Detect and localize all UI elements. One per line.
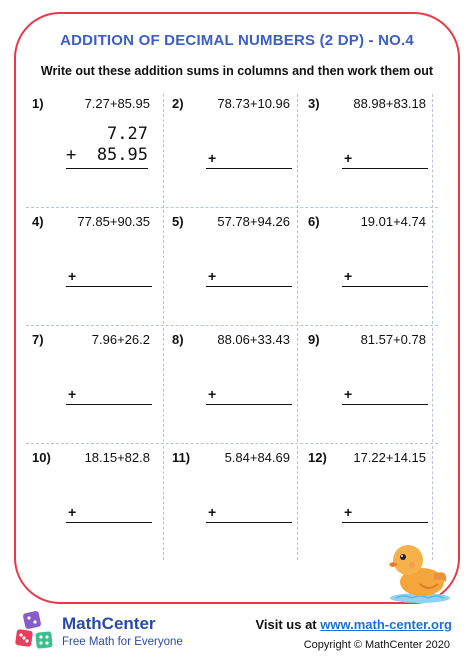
answer-line	[206, 286, 292, 287]
column-separator	[297, 210, 298, 324]
plus-sign: +	[208, 386, 217, 402]
problem-cell	[302, 206, 430, 323]
plus-sign: +	[344, 268, 353, 284]
answer-line	[342, 286, 428, 287]
answer-line	[206, 404, 292, 405]
problem-expression: 19.01+4.74	[360, 214, 426, 229]
problem-expression: 7.96+26.2	[91, 332, 150, 347]
plus-sign: +	[344, 150, 353, 166]
answer-line	[66, 168, 148, 169]
problem-cell	[26, 442, 154, 559]
problem-number: 1)	[32, 96, 44, 111]
column-separator	[432, 210, 433, 324]
dice-logo-icon	[14, 610, 58, 656]
problem-expression: 18.15+82.8	[84, 450, 150, 465]
plus-sign: +	[344, 386, 353, 402]
column-separator	[297, 328, 298, 442]
problem-number: 3)	[308, 96, 320, 111]
column-separator	[297, 446, 298, 560]
problem-expression: 5.84+84.69	[224, 450, 290, 465]
problem-expression: 17.22+14.15	[353, 450, 426, 465]
problem-grid	[26, 88, 440, 560]
column-separator	[163, 94, 164, 208]
column-separator	[163, 446, 164, 560]
visit-line	[255, 617, 452, 632]
problem-number: 2)	[172, 96, 184, 111]
answer-line	[66, 286, 152, 287]
problem-number: 10)	[32, 450, 51, 465]
column-separator	[432, 328, 433, 442]
problem-expression: 7.27+85.95	[84, 96, 150, 111]
plus-sign: +	[68, 268, 77, 284]
problem-cell	[302, 88, 430, 205]
visit-label: Visit us at	[255, 617, 317, 632]
answer-line	[342, 168, 428, 169]
problem-expression: 88.98+83.18	[353, 96, 426, 111]
answer-line	[342, 404, 428, 405]
problem-cell	[26, 324, 154, 441]
problem-expression: 77.85+90.35	[77, 214, 150, 229]
answer-line	[342, 522, 428, 523]
plus-sign: +	[208, 504, 217, 520]
problem-cell	[166, 88, 294, 205]
answer-line	[206, 168, 292, 169]
copyright-text: Copyright © MathCenter 2020	[303, 639, 450, 651]
problem-number: 9)	[308, 332, 320, 347]
column-separator	[163, 210, 164, 324]
column-separator	[432, 94, 433, 208]
problem-expression: 57.78+94.26	[217, 214, 290, 229]
problem-number: 4)	[32, 214, 44, 229]
website-link[interactable]: www.math-center.org	[320, 617, 452, 632]
problem-number: 5)	[172, 214, 184, 229]
worked-example	[66, 124, 148, 169]
problem-cell	[166, 442, 294, 559]
plus-sign: +	[344, 504, 353, 520]
duck-mascot-illustration	[384, 534, 454, 606]
problem-number: 8)	[172, 332, 184, 347]
problem-expression: 78.73+10.96	[217, 96, 290, 111]
problem-expression: 81.57+0.78	[360, 332, 426, 347]
problem-number: 11)	[172, 450, 191, 465]
answer-line	[206, 522, 292, 523]
example-operator: +	[66, 145, 77, 165]
plus-sign: +	[208, 268, 217, 284]
column-separator	[297, 94, 298, 208]
problem-expression: 88.06+33.43	[217, 332, 290, 347]
worksheet-title: ADDITION OF DECIMAL NUMBERS (2 DP) - NO.4	[60, 32, 414, 49]
example-bottom-number: 85.95	[96, 145, 148, 165]
problem-number: 12)	[308, 450, 327, 465]
problem-cell	[166, 206, 294, 323]
plus-sign: +	[68, 386, 77, 402]
problem-cell	[302, 324, 430, 441]
problem-number: 7)	[32, 332, 44, 347]
problem-cell	[26, 88, 154, 205]
answer-line	[66, 404, 152, 405]
brand-name: MathCenter	[62, 614, 156, 633]
problem-number: 6)	[308, 214, 320, 229]
problem-cell	[26, 206, 154, 323]
column-separator	[163, 328, 164, 442]
example-top-number: 7.27	[107, 124, 148, 144]
plus-sign: +	[68, 504, 77, 520]
plus-sign: +	[208, 150, 217, 166]
problem-cell	[166, 324, 294, 441]
brand-tagline: Free Math for Everyone	[62, 636, 183, 648]
answer-line	[66, 522, 152, 523]
worksheet-instructions: Write out these addition sums in columns and then work them out	[40, 64, 434, 78]
